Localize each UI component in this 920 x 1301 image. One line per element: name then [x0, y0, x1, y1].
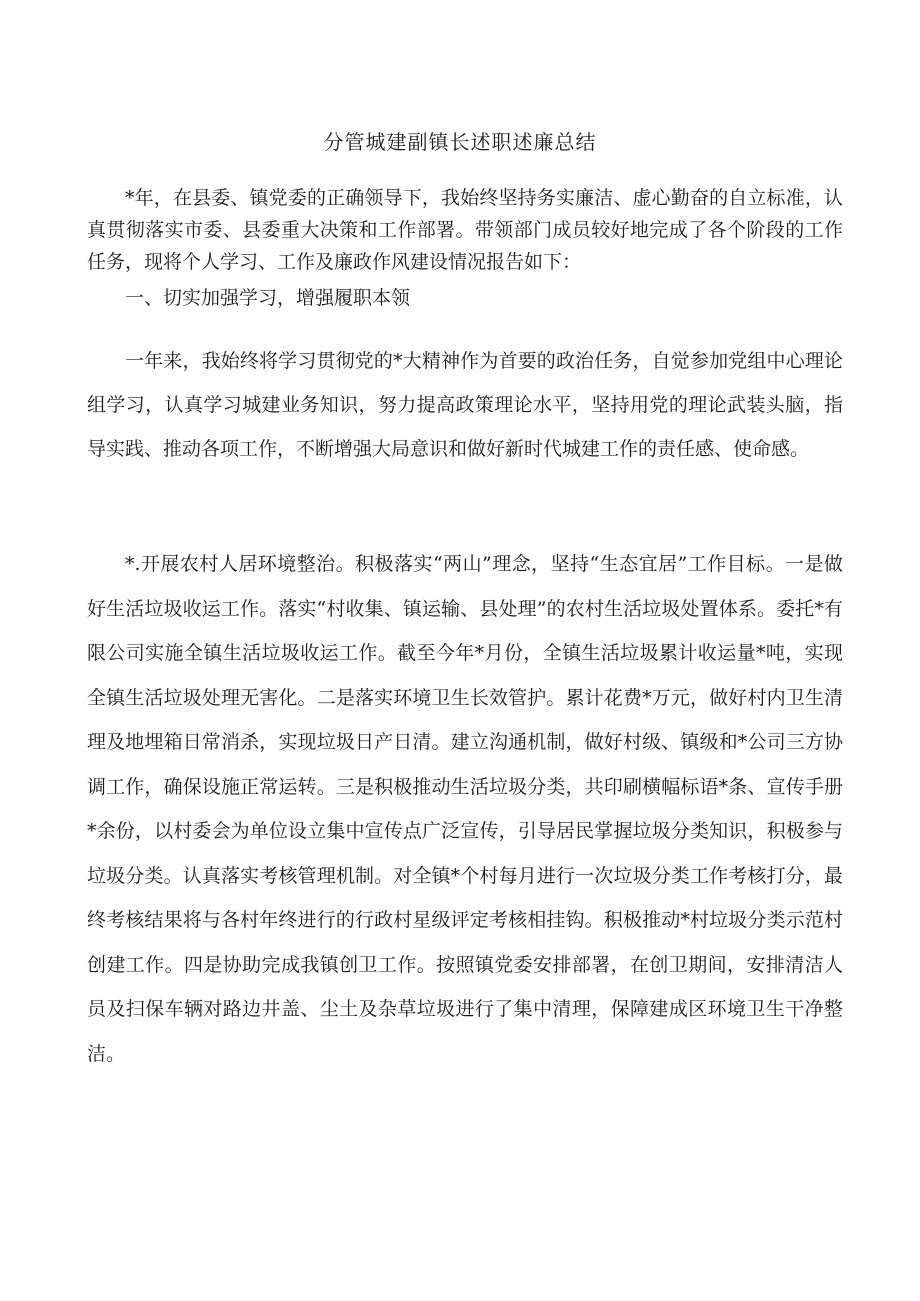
environment-paragraph: *.开展农村人居环境整治。积极落实“两山”理念，坚持“生态宜居”工作目标。一是做好生活垃圾收运工作。落实“村收集、镇运输、县处理”的农村生活垃圾处置体系。委托*有限公司实施全镇生活垃圾收运工作。截至今年*月份，全镇生活垃圾累计收运量*吨，实现全镇生活垃圾处理无害化。二是落实环境卫生长效管护。累计花费*万元，做好村内卫生清理及地埋箱日常消杀，实现垃圾日产日清。建立沟通机制，做好村级、镇级和*公司三方协调工作，确保设施正常运转。三是积极推动生活垃圾分类，共印刷横幅标语*条、宣传手册*余份，以村委会为单位设立集中宣传点广泛宣传，引导居民掌握垃圾分类知识，积极参与垃圾分类。认真落实考核管理机制。对全镇*个村每月进行一次垃圾分类工作考核打分，最终考核结果将与各村年终进行的行政村星级评定考核相挂钩。积极推动*村垃圾分类示范村创建工作。四是协助完成我镇创卫工作。按照镇党委安排部署，在创卫期间，安排清洁人员及扫保车辆对路边井盖、尘土及杂草垃圾进行了集中清理，保障建成区环境卫生干净整洁。	[87, 553, 843, 1065]
document-title: 分管城建副镇长述职述廉总结	[323, 130, 597, 154]
section-heading: 一、切实加强学习，增强履职本领	[125, 287, 411, 309]
intro-paragraph: *年，在县委、镇党委的正确领导下，我始终坚持务实廉洁、虚心勤奋的自立标准，认真贯彻落实市委、县委重大决策和工作部署。带领部门成员较好地完成了各个阶段的工作任务，现将个人学习、工作及廉政作风建设情况报告如下：	[87, 187, 843, 273]
study-paragraph: 一年来，我始终将学习贯彻党的*大精神作为首要的政治任务，自觉参加党组中心理论组学习，认真学习城建业务知识，努力提高政策理论水平，坚持用党的理论武装头脑，指导实践、推动各项工作，不断增强大局意识和做好新时代城建工作的责任感、使命感。	[87, 350, 843, 460]
